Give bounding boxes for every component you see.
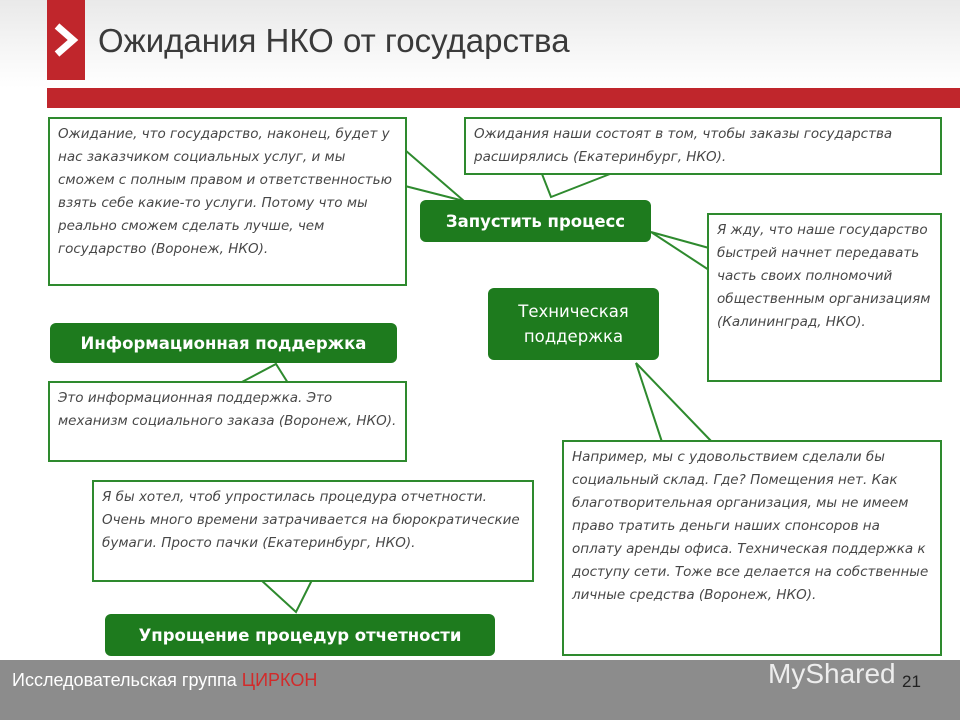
page-number: 21 bbox=[902, 672, 921, 691]
footer-org-brand: ЦИРКОН bbox=[241, 670, 318, 690]
tail-ekb-reporting bbox=[261, 580, 312, 612]
quote-ekb-orders: Ожидания наши состоят в том, чтобы заказы государства расширялись (Екатеринбург, НКО). bbox=[464, 117, 942, 175]
tail-kaliningrad bbox=[651, 232, 709, 270]
pill-info-support: Информационная поддержка bbox=[50, 323, 397, 363]
quote-voronezh-tech: Например, мы с удовольствием сделали бы социальный склад. Где? Помещения нет. Как благотворительная организация, мы не имеем право тратить деньги наших спонсоров на оплату аренды офиса. Техническая поддержка к доступу сети. Тоже все делается на собственные личные средства (Воронеж, НКО). bbox=[562, 440, 942, 656]
pill-launch-process: Запустить процесс bbox=[420, 200, 651, 242]
tail-voronezh-tech bbox=[636, 363, 712, 442]
quote-kaliningrad: Я жду, что наше государство быстрей начнет передавать часть своих полномочий общественным организациям (Калининград, НКО). bbox=[707, 213, 942, 382]
tail-ekb-orders bbox=[542, 174, 610, 197]
footer-org-prefix: Исследовательская группа bbox=[12, 670, 242, 690]
footer-org bbox=[12, 670, 317, 691]
tail-voronezh-customer bbox=[405, 150, 464, 201]
quote-voronezh-info: Это информационная поддержка. Это механизм социального заказа (Воронеж, НКО). bbox=[48, 381, 407, 462]
pill-simplify-reporting: Упрощение процедур отчетности bbox=[105, 614, 495, 656]
watermark-logo: MyShared bbox=[768, 658, 896, 689]
quote-ekb-reporting: Я бы хотел, чтоб упростилась процедура отчетности. Очень много времени затрачивается на бюрократические бумаги. Просто пачки (Екатеринбург, НКО). bbox=[92, 480, 534, 582]
pill-tech-support: Техническая поддержка bbox=[488, 288, 659, 360]
quote-voronezh-customer: Ожидание, что государство, наконец, будет у нас заказчиком социальных услуг, и мы сможем с полным правом и ответственностью взять себе какие-то услуги. Потому что мы реально сможем сделать лучше, чем государство (Воронеж, НКО). bbox=[48, 117, 407, 286]
slide-title: Ожидания НКО от государства bbox=[98, 22, 570, 59]
